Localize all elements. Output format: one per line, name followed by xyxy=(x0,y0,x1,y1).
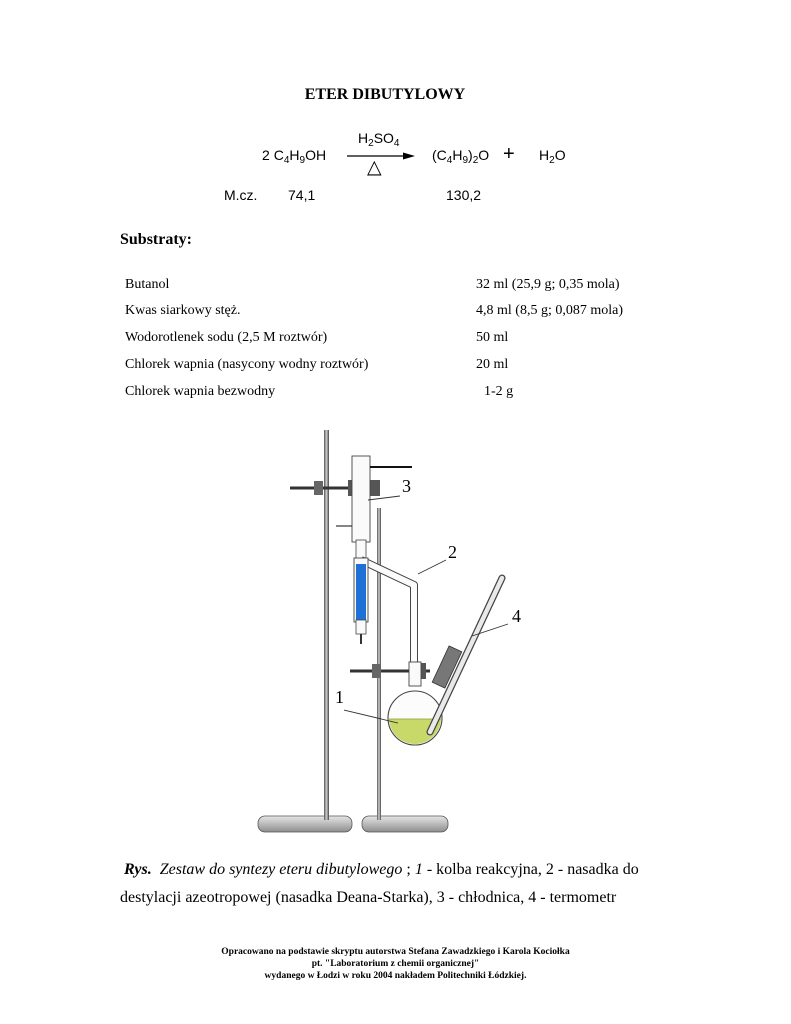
substrate-name: Wodorotlenek sodu (2,5 M roztwór) xyxy=(125,330,328,345)
molar-mass-label: M.cz. xyxy=(224,187,258,203)
footer-note xyxy=(0,946,791,982)
footer-line: pt. "Laboratorium z chemii organicznej" xyxy=(311,959,480,969)
catalyst-formula: $H_2SO_4$ xyxy=(358,130,400,149)
substrates-heading: Substraty: xyxy=(120,231,193,248)
caption-rys: Rys. xyxy=(124,861,152,878)
apparatus-figure xyxy=(250,422,550,842)
figure-label-2: 2 xyxy=(448,542,457,562)
heat-symbol: △ xyxy=(367,157,382,178)
substrate-name: Chlorek wapnia (nasycony wodny roztwór) xyxy=(125,357,369,372)
figure-caption xyxy=(120,856,680,912)
page-title: ETER DIBUTYLOWY xyxy=(304,86,466,103)
reaction-equation xyxy=(0,120,791,220)
substrate-amount: 50 ml xyxy=(476,330,509,345)
caption-title: Zestaw do syntezy eteru dibutylowego xyxy=(159,861,403,878)
substrate-amount: 4,8 ml (8,5 g; 0,087 mola) xyxy=(476,303,623,318)
thermometer xyxy=(430,578,502,732)
molar-mass-reactant: 74,1 xyxy=(288,187,316,203)
water-formula: $H_2O$ xyxy=(539,147,566,166)
figure-label-3: 3 xyxy=(402,476,411,496)
reactant-formula: 2 $C_4H_9OH$ xyxy=(262,147,327,166)
figure-label-4: 4 xyxy=(512,606,521,626)
left-stand xyxy=(258,430,352,832)
caption-number-1: 1 xyxy=(414,861,423,878)
substrate-amount: 1-2 g xyxy=(484,384,514,399)
product-formula: $(C_4H_9)_2O$ xyxy=(432,147,490,166)
dean-stark-trap xyxy=(354,558,414,668)
substrate-name: Chlorek wapnia bezwodny xyxy=(125,384,276,399)
substrate-amount: 32 ml (25,9 g; 0,35 mola) xyxy=(476,277,620,292)
substrate-amount: 20 ml xyxy=(476,357,509,372)
footer-line: Opracowano na podstawie skryptu autorstwa Stefana Zawadzkiego i Karola Kociołka xyxy=(221,947,570,957)
substrate-name: Butanol xyxy=(125,277,170,292)
figure-label-1: 1 xyxy=(335,687,344,707)
caption-sep: ; xyxy=(402,861,415,878)
footer-line: wydanego w Łodzi w roku 2004 nakładem Politechniki Łódzkiej. xyxy=(264,971,527,981)
condenser xyxy=(336,456,412,562)
substrate-name: Kwas siarkowy stęż. xyxy=(125,303,241,318)
caption-rest: - kolba reakcyjna, 2 - nasadka do destylacji azeotropowej (nasadka Deana-Starka), 3 - chłodnica, 4 - termometr xyxy=(120,861,639,906)
molar-mass-product: 130,2 xyxy=(446,187,482,203)
plus-sign: + xyxy=(503,143,515,165)
